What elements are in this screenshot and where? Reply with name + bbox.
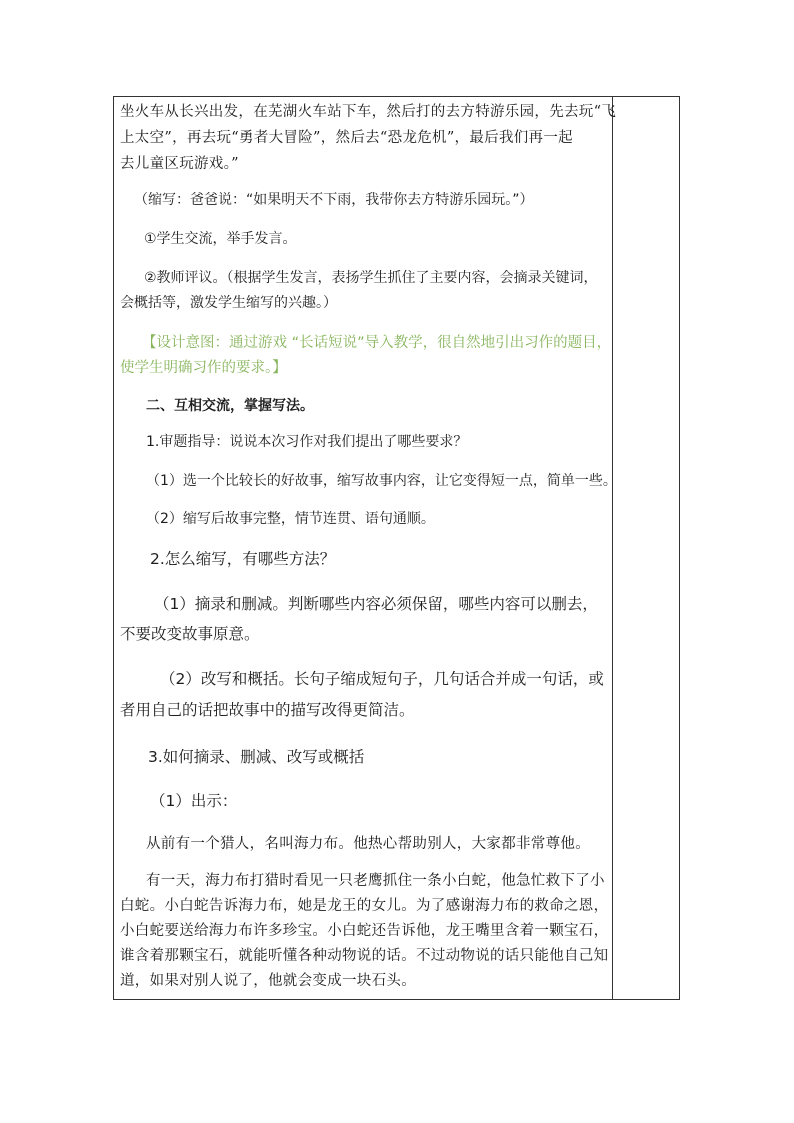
text-line: 上太空”，再去玩“勇者大冒险”，然后去“恐龙危机”，最后我们再一起: [120, 130, 573, 146]
story-line: 从前有一个猎人，名叫海力布。他热心帮助别人，大家都非常尊他。: [146, 836, 590, 852]
text-line: （1）出示：: [150, 792, 238, 810]
column-divider: [612, 97, 613, 999]
lesson-table: [113, 96, 680, 1000]
text-line: 3.如何摘录、删减、改写或概括: [148, 748, 365, 766]
text-line: 会概括等，激发学生缩写的兴趣。）: [120, 295, 337, 311]
design-intent-note: 使学生明确习作的要求。】: [120, 360, 287, 376]
story-line: 道，如果对别人说了，他就会变成一块石头。: [120, 973, 416, 989]
text-line: ①学生交流，举手发言。: [144, 231, 297, 247]
story-line: 有一天，海力布打猎时看见一只老鹰抓住一条小白蛇，他急忙救下了小: [146, 873, 605, 889]
design-intent-note: 【设计意图：通过游戏 “长话短说”导入教学，很自然地引出习作的题目，: [142, 335, 612, 351]
story-line: 白蛇。小白蛇告诉海力布，她是龙王的女儿。为了感谢海力布的救命之恩，: [120, 898, 609, 914]
text-line: 1.审题指导：说说本次习作对我们提出了哪些要求？: [146, 434, 468, 450]
text-line: 坐火车从长兴出发，在芜湖火车站下车，然后打的去方特游乐园，先去玩“飞: [120, 104, 617, 120]
text-line: （2）改写和概括。长句子缩成短句子，几句话合并成一句话，或: [160, 670, 604, 688]
text-line: （1）选一个比较长的好故事，缩写故事内容，让它变得短一点，简单一些。: [146, 473, 617, 489]
text-line: （1）摘录和删减。判断哪些内容必须保留，哪些内容可以删去，: [154, 595, 598, 613]
text-line: 去儿童区玩游戏。”: [120, 156, 239, 172]
text-line: （缩写：爸爸说：“如果明天不下雨，我带你去方特游乐园玩。”）: [134, 192, 534, 208]
section-heading: 二、互相交流，掌握写法。: [146, 398, 314, 414]
text-line: （2）缩写后故事完整，情节连贯、语句通顺。: [146, 511, 435, 527]
story-line: 谁含着那颗宝石，就能听懂各种动物说的话。不过动物说的话只能他自己知: [120, 948, 609, 964]
text-line: ②教师评议。（根据学生发言，表扬学生抓住了主要内容，会摘录关键词，: [144, 270, 598, 286]
text-line: 者用自己的话把故事中的描写改得更简洁。: [120, 701, 415, 719]
text-line: 不要改变故事原意。: [120, 625, 260, 643]
text-line: 2.怎么缩写，有哪些方法？: [150, 550, 336, 568]
content-cell: [114, 97, 617, 999]
story-line: 小白蛇要送给海力布许多珍宝。小白蛇还告诉他，龙王嘴里含着一颗宝石，: [120, 923, 609, 939]
